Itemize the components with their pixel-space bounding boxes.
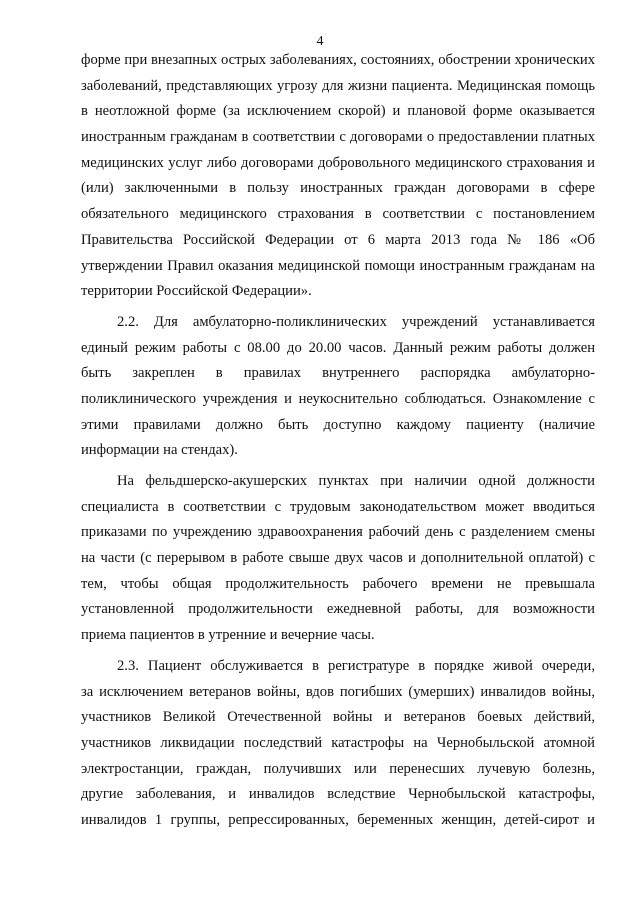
text-line: тем, чтобы общая продолжительность рабочего времени не превышала — [81, 575, 595, 592]
page-number: 4 — [316, 34, 324, 49]
text-line: электростанции, граждан, получивших или перенесших лучевую болезнь, — [81, 760, 595, 777]
text-line: иностранным гражданам в соответствии с договорами о предоставлении платных — [81, 129, 595, 146]
text-line: в неотложной форме (за исключением скорой) и плановой форме оказывается — [81, 103, 595, 120]
text-line: утверждении Правил оказания медицинской помощи иностранным гражданам на — [81, 257, 595, 274]
text-line: (или) заключенными в пользу иностранных граждан договорами в сфере — [81, 180, 595, 197]
text-line: приема пациентов в утренние и вечерние часы. — [81, 627, 375, 644]
text-line: единый режим работы с 08.00 до 20.00 часов. Данный режим работы должен — [81, 339, 595, 356]
text-line: 2.3. Пациент обслуживается в регистратуре в порядке живой очереди, — [117, 657, 595, 674]
document-body — [81, 48, 595, 834]
text-line: быть закреплен в правилах внутреннего распорядка амбулаторно- — [81, 365, 595, 382]
text-line: приказами по учреждению здравоохранения рабочий день с разделением смены — [81, 524, 595, 541]
text-line: установленной продолжительности ежедневной работы, для возможности — [81, 601, 595, 618]
text-line: территории Российской Федерации». — [81, 283, 312, 300]
paragraph-emergency-care — [81, 48, 595, 305]
text-line: Правительства Российской Федерации от 6 марта 2013 года № 186 «Об — [81, 231, 595, 248]
text-line: информации на стендах). — [81, 442, 238, 459]
text-line: форме при внезапных острых заболеваниях, состояниях, обострении хронических — [81, 52, 595, 68]
text-line: на части (с перерывом в работе свыше двух часов и дополнительной оплатой) с — [81, 550, 595, 567]
paragraph-section-2-3 — [81, 654, 595, 834]
text-line: участников Великой Отечественной войны и ветеранов боевых действий, — [81, 709, 595, 726]
text-line: другие заболевания, и инвалидов вследствие Чернобыльской катастрофы, — [81, 786, 595, 803]
text-line: поликлинического учреждения и неукоснительно соблюдаться. Ознакомление с — [81, 390, 595, 407]
text-line: участников ликвидации последствий катастрофы на Чернобыльской атомной — [81, 734, 595, 751]
text-line: 2.2. Для амбулаторно-поликлинических учреждений устанавливается — [117, 313, 595, 330]
text-line: специалиста в соответствии с трудовым законодательством может вводиться — [81, 498, 595, 515]
paragraph-feldsher-points — [81, 469, 595, 649]
text-line: обязательного медицинского страхования в соответствии с постановлением — [81, 206, 595, 223]
text-line: На фельдшерско-акушерских пунктах при наличии одной должности — [117, 473, 595, 489]
paragraph-section-2-2 — [81, 310, 595, 464]
text-line: этими правилами должно быть доступно каждому пациенту (наличие — [81, 416, 595, 433]
text-line: за исключением ветеранов войны, вдов погибших (умерших) инвалидов войны, — [81, 683, 595, 700]
text-line: инвалидов 1 группы, репрессированных, беременных женщин, детей-сирот и — [81, 811, 595, 828]
text-line: медицинских услуг либо договорами добровольного медицинского страхования и — [81, 154, 595, 171]
text-line: заболеваний, представляющих угрозу для жизни пациента. Медицинская помощь — [81, 77, 595, 94]
